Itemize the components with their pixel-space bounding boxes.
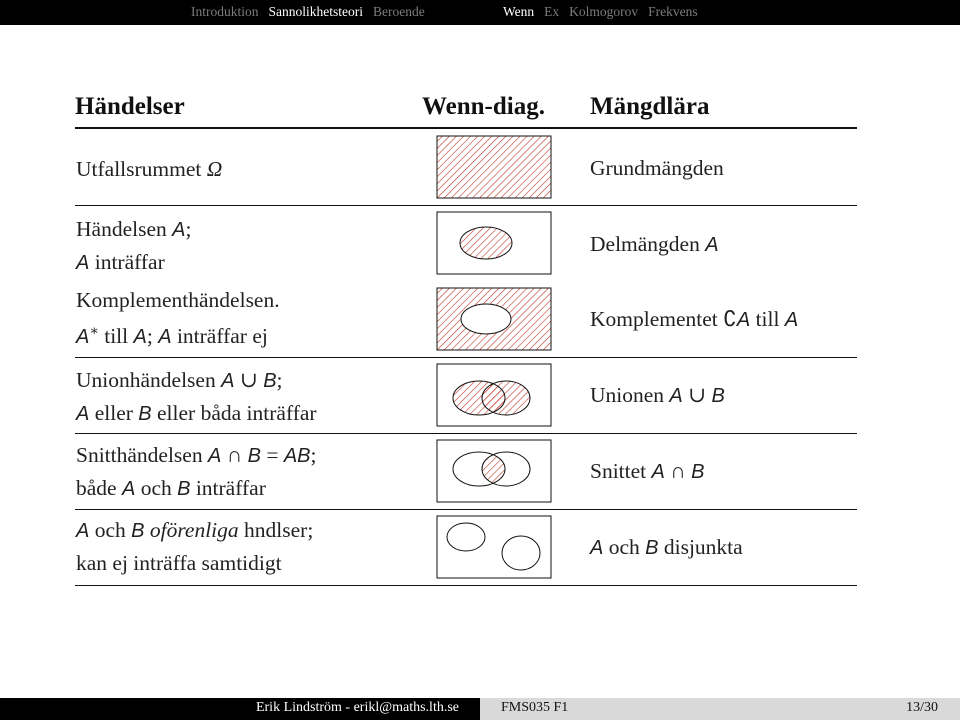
event-label: eller (94, 401, 133, 425)
math-a: A (121, 478, 136, 500)
math-b: B (138, 403, 152, 425)
venn-subset-a (436, 211, 552, 275)
math-a: A (207, 445, 222, 467)
math-a: A (133, 326, 147, 349)
event-label: inträffar (94, 250, 165, 274)
row-intersection-event (76, 439, 317, 505)
nav-item-ex[interactable]: Ex (544, 4, 560, 19)
math-b: B (711, 385, 725, 407)
header-venn: Wenn-diag. (422, 93, 545, 120)
navigation-bar (0, 0, 960, 25)
subsection-nav (503, 4, 708, 20)
math-a: A (784, 309, 799, 331)
math-b: B (645, 537, 659, 559)
event-label: både (76, 476, 117, 500)
page-number: 13/30 (906, 700, 938, 715)
footer-author-bar (0, 698, 480, 720)
set-a-ellipse (460, 227, 512, 259)
row-union-event (76, 364, 317, 430)
event-label: Utfallsrummet (76, 157, 202, 181)
math-a: A (172, 219, 186, 241)
event-label: Snitthändelsen (76, 443, 203, 467)
row-divider (75, 357, 857, 358)
event-label: Komplementhändelsen. (76, 288, 280, 312)
footer-course: FMS035 F1 (501, 700, 569, 715)
math-a: A (705, 234, 719, 256)
row-disjoint-event (76, 514, 313, 579)
math-a: A (669, 385, 683, 407)
punctuation: ; (185, 217, 192, 241)
set-label: Delmängden (590, 232, 700, 256)
event-label: hndlser; (244, 518, 314, 542)
set-label: Komplementet (590, 307, 718, 331)
row-complement-event (76, 284, 280, 353)
nav-item-kolmogorov[interactable]: Kolmogorov (569, 4, 639, 19)
punctuation: ; (310, 443, 317, 467)
row-divider (75, 433, 857, 434)
event-label: till (104, 324, 129, 349)
venn-complement (436, 287, 552, 351)
set-label: till (755, 307, 780, 331)
event-label: inträffar (195, 476, 266, 500)
venn-disjoint (436, 515, 552, 579)
sample-space-rect (437, 136, 551, 198)
table-top-rule (75, 127, 857, 129)
complement-symbol: ∁ (723, 307, 737, 331)
union-symbol: ∪ (688, 383, 707, 407)
set-label: Unionen (590, 383, 665, 407)
math-ab: AB (283, 445, 311, 467)
equals-symbol: = (266, 443, 279, 467)
math-a: A (76, 326, 90, 349)
set-label-subset (590, 228, 719, 261)
math-a: A (221, 370, 235, 392)
math-b: B (177, 478, 191, 500)
header-sets: Mängdlära (590, 93, 710, 120)
nav-item-frekvens[interactable]: Frekvens (648, 4, 698, 19)
table-bottom-rule (75, 585, 857, 586)
math-a: A (76, 252, 90, 274)
row-divider (75, 509, 857, 510)
math-a: A (590, 537, 604, 559)
math-a: A (736, 309, 751, 331)
event-label: och (94, 518, 126, 542)
set-a-ellipse (447, 523, 485, 551)
event-label-italic: oförenliga (149, 518, 239, 542)
footer-author: Erik Lindström - erikl@maths.lth.se (255, 700, 459, 715)
set-label-union (590, 379, 725, 412)
nav-item-beroende[interactable]: Beroende (373, 4, 425, 19)
set-a-ellipse (461, 304, 511, 334)
event-label: kan ej inträffa samtidigt (76, 551, 282, 575)
math-a: A (76, 520, 90, 542)
set-b-ellipse (502, 536, 540, 570)
set-label-complement (590, 303, 798, 336)
set-label: och (608, 535, 640, 559)
intersection-symbol: ∩ (670, 459, 686, 483)
math-b: B (131, 520, 145, 542)
punctuation: ; (276, 368, 283, 392)
event-label: Unionhändelsen (76, 368, 216, 392)
math-b: B (247, 445, 261, 467)
set-label-universal: Grundmängden (590, 156, 724, 180)
math-b: B (691, 461, 705, 483)
event-label: eller båda inträffar (157, 401, 317, 425)
set-label-disjoint (590, 531, 743, 564)
venn-intersection (436, 439, 552, 503)
row-sample-space-event (76, 153, 222, 185)
row-event-a (76, 213, 191, 279)
set-label-intersection (590, 455, 705, 488)
section-nav (191, 4, 435, 20)
nav-item-introduktion[interactable]: Introduktion (191, 4, 259, 19)
footer-course-bar (480, 698, 960, 720)
math-b: B (263, 370, 277, 392)
venn-universal-set (436, 135, 552, 199)
row-divider (75, 205, 857, 206)
punctuation: ; (146, 324, 153, 349)
event-label: inträffar ej (176, 324, 268, 349)
header-events: Händelser (75, 93, 185, 120)
event-label: och (140, 476, 172, 500)
union-symbol: ∪ (239, 368, 258, 392)
set-label: Snittet (590, 459, 647, 483)
venn-union (436, 363, 552, 427)
math-a: A (76, 403, 90, 425)
omega-symbol: Ω (206, 157, 223, 181)
nav-item-wenn[interactable]: Wenn (503, 4, 535, 19)
footer (0, 698, 960, 720)
nav-item-sannolikhetsteori[interactable]: Sannolikhetsteori (268, 4, 363, 19)
math-a: A (158, 326, 172, 349)
star-superscript: ∗ (89, 324, 99, 339)
event-label: Händelsen (76, 217, 167, 241)
intersection-symbol: ∩ (226, 443, 243, 467)
set-label: disjunkta (663, 535, 743, 559)
math-a: A (651, 461, 665, 483)
